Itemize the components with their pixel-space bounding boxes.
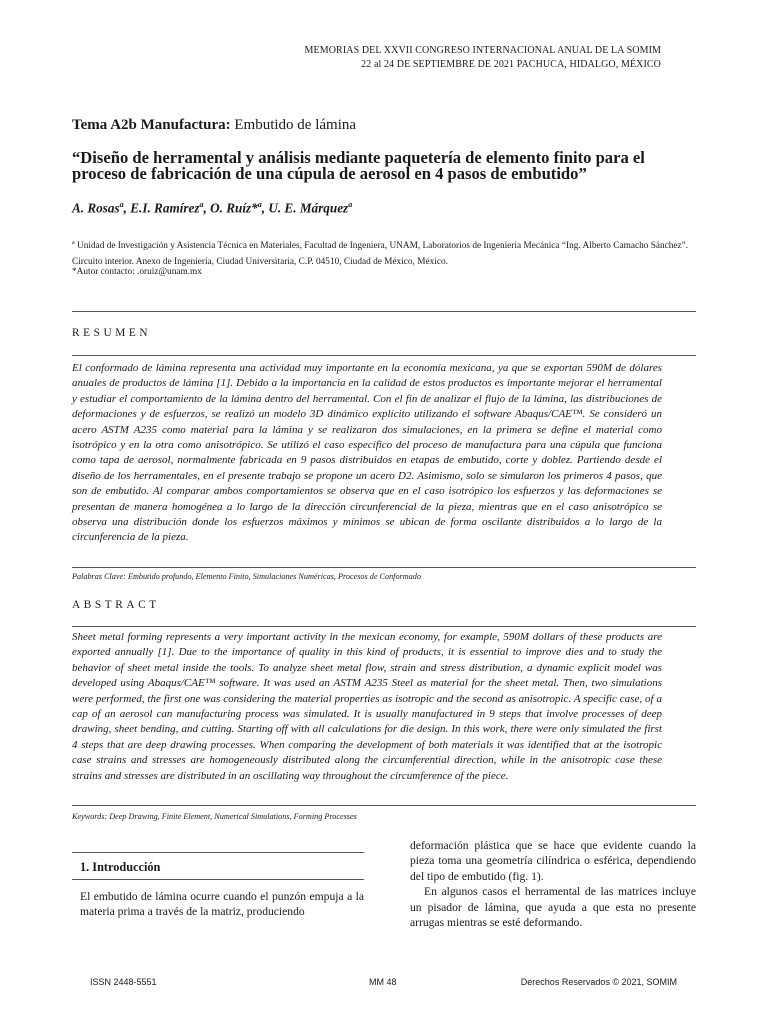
palabras-clave: Palabras Clave: Embutido profundo, Elemento Finito, Simulaciones Numéricas, Procesos de Conformado (72, 572, 421, 581)
header-line-1: MEMORIAS DEL XXVII CONGRESO INTERNACIONAL ANUAL DE LA SOMIM (304, 45, 661, 56)
paper-title: “Diseño de herramental y análisis mediante paquetería de elemento finito para el proceso de fabricación de una cúpula de aerosol en 4 pasos de embutido” (72, 148, 645, 183)
divider-intro-bottom (72, 879, 364, 880)
resumen-heading: RESUMEN (72, 327, 152, 339)
author-2: , E.I. Ramírez (123, 200, 200, 216)
right-column-text (410, 838, 696, 930)
intro-heading: 1. Introducción (80, 860, 161, 874)
keywords: Keywords: Deep Drawing, Finite Element, Numerical Simulations, Forming Processes (72, 812, 357, 821)
author-3-sup: a (257, 200, 262, 209)
divider-intro-top (72, 852, 364, 853)
author-list (72, 200, 352, 216)
topic-label: Tema A2b Manufactura: (72, 117, 231, 133)
running-header (305, 44, 661, 71)
author-3: , O. Ruíz* (203, 200, 258, 216)
divider-resumen-end (72, 567, 696, 568)
author-4: , U. E. Márquez (261, 200, 349, 216)
divider-abstract (72, 626, 696, 627)
author-2-sup: a (199, 200, 204, 209)
divider-top (72, 311, 696, 312)
footer-issn: ISSN 2448-5551 (90, 977, 157, 987)
author-1: A. Rosas (72, 200, 120, 216)
author-4-sup: a (348, 200, 353, 209)
contact-email: *Autor contacto: .oruiz@unam.mx (72, 267, 202, 277)
intro-text: El embutido de lámina ocurre cuando el punzón empuja a la materia prima a través de la matriz, produciendo (80, 890, 364, 919)
topic-line (72, 117, 356, 134)
divider-resumen (72, 355, 696, 356)
topic-value: Embutido de lámina (230, 117, 357, 133)
footer-page: MM 48 (369, 977, 397, 987)
divider-abstract-end (72, 805, 696, 806)
header-line-2: 22 al 24 DE SEPTIEMBRE DE 2021 PACHUCA, HIDALGO, MÉXICO (361, 58, 661, 70)
affiliation-text: Unidad de Investigación y Asistencia Técnica en Materiales, Facultad de Ingeniera, UNAM, Laboratorios de Ingeniería Mecánica “Ing. Alberto Camacho Sánchez”. Circuito interior. Anexo de Ingeniería, Ciudad Universitaria, C.P. 04510, Ciudad de México, México. (72, 241, 689, 267)
right-paragraph-2: En algunos casos el herramental de las matrices incluye un pisador de lámina, que ayuda a que esta no presente arrugas mientras se esté deformando. (410, 885, 696, 930)
resumen-text: El conformado de lámina representa una actividad muy importante en la economía mexicana, ya que se exportan 590M de dólares anuales de productos de lámina [1]. Debido a la importancia en la calidad de estos productos es importante mejorar el herramental y estudiar el comportamiento de la lámina dentro del herramental. Con el fin de analizar el flujo de la lámina, las distribuciones de deformaciones y de esfuerzos, se realizó un modelo 3D dinámico explícito utilizando el software Abaqus/CAE™. Se consideró un acero ASTM A235 como material para la lámina y se realizaron dos simulaciones, en la primera se define el material como isotrópico y en la otra como anisotrópico. Se utilizó el caso específico del proceso de manufactura para una cúpula que funciona como tapa de aerosol, normalmente fabricada en 9 pasos distribuidos en etapas de embutido, corte y doblez. Partiendo desde el diseño de los herramentales, en el presente trabajo se propone un acero D2. Asimismo, solo se simularon los primeros 4 pasos, que son de embutido. Al comparar ambos comportamientos se observa que en el caso isotrópico los esfuerzos y las deformaciones se presentan de manera homogénea a lo largo de la dirección circunferencial de la pieza, mientras que en el caso anisotrópico se observa una distribución donde los esfuerzos máximos y mínimos se ubican de forma oscilante distribuidos a lo largo de la circunferencia de la pieza. (72, 362, 662, 544)
abstract-text: Sheet metal forming represents a very important activity in the mexican economy, for example, 590M dollars of these products are exported annually [1]. Due to the importance of quality in this kind of products, it is essential to improve dies and to study the behavior of sheet metal inside the tools. To analyze sheet metal flow, strain and stress distribution, a dynamic explicit model was developed using Abaqus/CAE™ software. It was used an ASTM A235 Steel as material for the sheet metal. Then, two simulations were performed, the first one was considering the material properties as isotropic and the second as anisotropic. A specific case, of a cap of an aerosol can manufacturing process was simulated. It is usually manufactured in 9 steps that involve processes of deep drawing, sheet bending, and cutting. Starting off with all calculations for die design. In this work, there were only simulated the first 4 steps that are deep drawing processes. When comparing the development of both materials it was identified that at the isotropic case strains and stresses are homogeneously distributed along the circumferential direction, while in the anisotropic case these strains and stresses are distributed in an oscillating way throughout the circumference of the piece. (72, 631, 662, 782)
affiliation-sup: a (72, 240, 75, 246)
author-1-sup: a (119, 200, 124, 209)
footer-rights: Derechos Reservados © 2021, SOMIM (520, 977, 677, 987)
abstract-heading: ABSTRACT (72, 599, 160, 611)
right-paragraph-1: deformación plástica que se hace que evidente cuando la pieza toma una geometría cilíndrica o esférica, dependiendo del tipo de embutido (fig. 1). (410, 839, 696, 883)
